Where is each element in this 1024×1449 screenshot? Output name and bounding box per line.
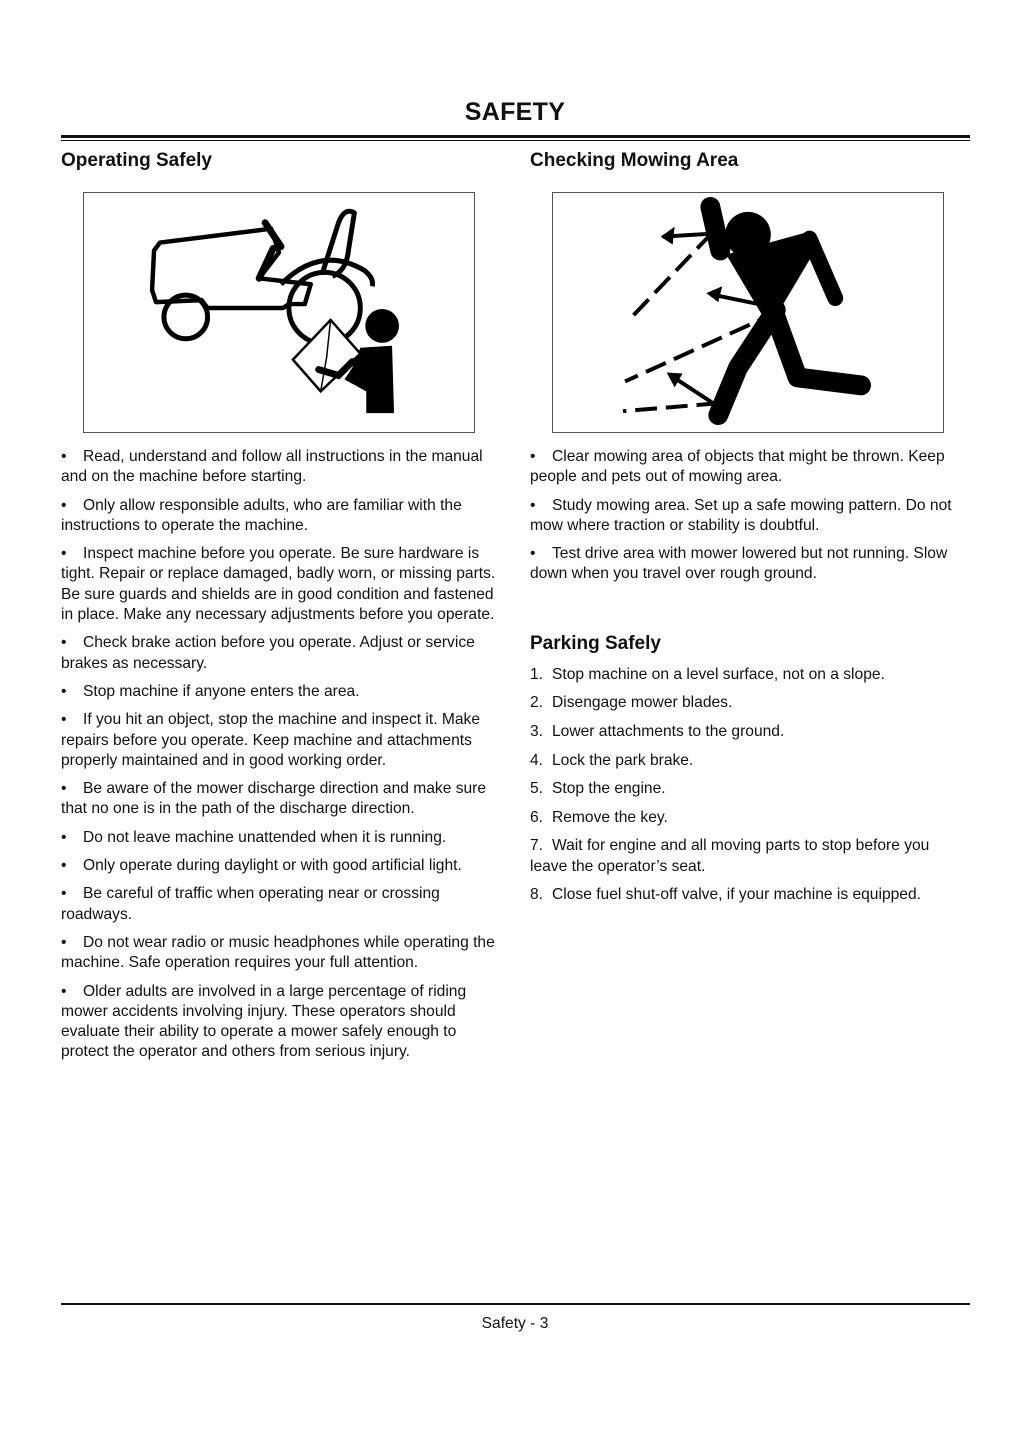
bullet-icon: • [61, 857, 67, 875]
list-item: • Clear mowing area of objects that might be thrown. Keep people and pets out of mowing area. [530, 448, 945, 486]
bullet-icon: • [61, 711, 67, 729]
bullet-icon: • [530, 545, 536, 563]
section-heading-operating-safely: Operating Safely [61, 150, 212, 171]
list-item: • Be aware of the mower discharge direction and make sure that no one is in the path of the discharge direction. [61, 780, 487, 818]
header-rule [61, 135, 970, 138]
bullet-icon: • [61, 545, 67, 563]
bullet-icon: • [61, 828, 67, 846]
bullet-icon: • [61, 448, 67, 465]
list-item: 4. Lock the park brake. [530, 751, 694, 769]
section-heading-checking-mowing-area: Checking Mowing Area [530, 150, 739, 171]
checking-mowing-area-list [530, 447, 970, 585]
list-item: • Check brake action before you operate. Adjust or service brakes as necessary. [61, 634, 475, 672]
list-item: • Older adults are involved in a large percentage of riding mower accidents involving injury. These operators should evaluate their ability to operate a mower safely enough to protect the operator and others from serious injury. [61, 982, 467, 1061]
left-column [61, 148, 501, 1071]
operator-reading-manual-icon [83, 192, 475, 433]
bullet-icon: • [61, 634, 67, 652]
right-column [530, 148, 970, 914]
page-title: SAFETY [464, 98, 566, 126]
list-item: • Do not leave machine unattended when it is running. [61, 828, 501, 848]
bullet-icon: • [530, 496, 536, 514]
list-item: • Inspect machine before you operate. Be sure hardware is tight. Repair or replace damaged, badly worn, or missing parts. Be sure guards and shields are in good condition and fastened in place. Make any necessary adjustments before you operate. [61, 545, 496, 624]
bullet-icon: • [61, 933, 67, 951]
list-item: • Study mowing area. Set up a safe mowing pattern. Do not mow where traction or stability is doubtful. [530, 496, 952, 534]
bullet-icon: • [61, 496, 67, 514]
bullet-icon: • [61, 682, 67, 700]
section-heading-parking-safely: Parking Safely [530, 632, 661, 654]
list-item: 2. Disengage mower blades. [530, 694, 733, 712]
list-item: • Do not wear radio or music headphones while operating the machine. Safe operation requires your full attention. [61, 933, 495, 972]
list-item: 7. Wait for engine and all moving parts to stop before you leave the operator’s seat. [530, 837, 930, 875]
bullet-icon: • [61, 885, 67, 903]
header-rule-thin [61, 140, 970, 141]
bullet-icon: • [61, 780, 67, 798]
list-item: • Be careful of traffic when operating near or crossing roadways. [61, 885, 440, 923]
operating-safely-list [61, 447, 501, 1063]
list-item: • Read, understand and follow all instructions in the manual and on the machine before starting. [61, 448, 483, 486]
list-item: • Only allow responsible adults, who are familiar with the instructions to operate the machine. [61, 496, 462, 534]
list-item: 1. Stop machine on a level surface, not on a slope. [530, 665, 885, 683]
footer-rule [61, 1303, 970, 1305]
list-item: 5. Stop the engine. [530, 780, 666, 798]
list-item: 3. Lower attachments to the ground. [530, 722, 785, 740]
bullet-icon: • [61, 982, 67, 1000]
page-footer: Safety - 3 [481, 1315, 549, 1332]
list-item: • Only operate during daylight or with good artificial light. [61, 856, 501, 876]
parking-safely-steps [530, 665, 970, 906]
list-item: • Test drive area with mower lowered but not running. Slow down when you travel over rough ground. [530, 545, 948, 583]
bullet-icon: • [530, 448, 536, 465]
list-item: 8. Close fuel shut-off valve, if your machine is equipped. [530, 886, 921, 904]
thrown-objects-hazard-icon [552, 192, 944, 433]
list-item: • Stop machine if anyone enters the area. [61, 682, 501, 702]
list-item: • If you hit an object, stop the machine and inspect it. Make repairs before you operate. Keep machine and attachments properly maintained and in good working order. [61, 711, 481, 769]
list-item: 6. Remove the key. [530, 808, 668, 826]
